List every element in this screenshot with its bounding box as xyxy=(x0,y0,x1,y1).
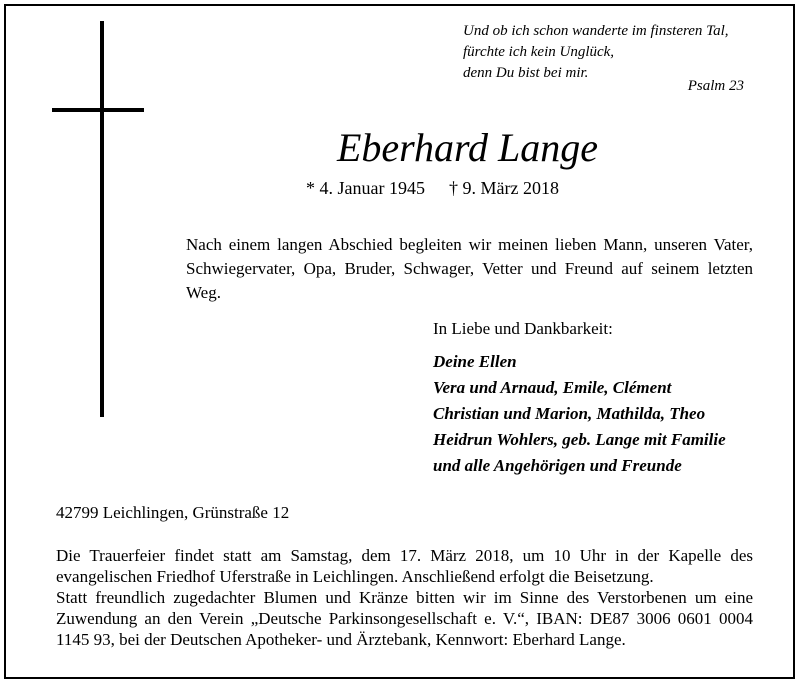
obituary-card xyxy=(4,4,795,679)
mourner-line: Deine Ellen xyxy=(433,352,517,371)
verse-line: denn Du bist bei mir. xyxy=(463,65,589,81)
cross-icon xyxy=(100,21,104,417)
family-address: 42799 Leichlingen, Grünstraße 12 xyxy=(56,503,290,522)
mourner-line: Christian und Marion, Mathilda, Theo xyxy=(433,404,706,423)
birth-date: * 4. Januar 1945 xyxy=(306,178,425,198)
verse-line: Und ob ich schon wanderte im finsteren Tal, xyxy=(463,23,729,39)
death-date: † 9. März 2018 xyxy=(448,178,559,198)
verse-line: fürchte ich kein Unglück, xyxy=(463,44,615,60)
donation-request: Statt freundlich zugedachter Blumen und Kränze bitten wir im Sinne des Verstorbenen um eine Zuwendung an den Verein „Deutsche Parkinsongesellschaft e. V.“, IBAN: DE87 3006 0601 0004 1145 93, bei der Deutschen Apotheker- und Ärztebank, Kennwort: Eberhard Lange. xyxy=(56,588,753,649)
deceased-name: Eberhard Lange xyxy=(336,125,599,170)
thanks-line: In Liebe und Dankbarkeit: xyxy=(433,319,613,338)
mourner-line: und alle Angehörigen und Freunde xyxy=(433,456,682,475)
mourner-line: Vera und Arnaud, Emile, Clément xyxy=(433,378,672,397)
mourner-line: Heidrun Wohlers, geb. Lange mit Familie xyxy=(433,430,726,449)
intro-text: Nach einem langen Abschied begleiten wir meinen lieben Mann, unseren Vater, Schwiegervater, Opa, Bruder, Schwager, Vetter und Freund auf seinem letzten Weg. xyxy=(186,235,753,302)
mourners-list xyxy=(433,349,726,479)
life-dates xyxy=(306,178,629,199)
cross-icon-bar xyxy=(52,108,144,112)
bible-verse xyxy=(463,21,793,84)
funeral-details: Die Trauerfeier findet statt am Samstag, dem 17. März 2018, um 10 Uhr in der Kapelle des evangelischen Friedhof Uferstraße in Leichlingen. Anschließend erfolgt die Beisetzung. xyxy=(56,546,753,586)
verse-source: Psalm 23 xyxy=(687,78,744,94)
funeral-notice xyxy=(56,545,753,650)
